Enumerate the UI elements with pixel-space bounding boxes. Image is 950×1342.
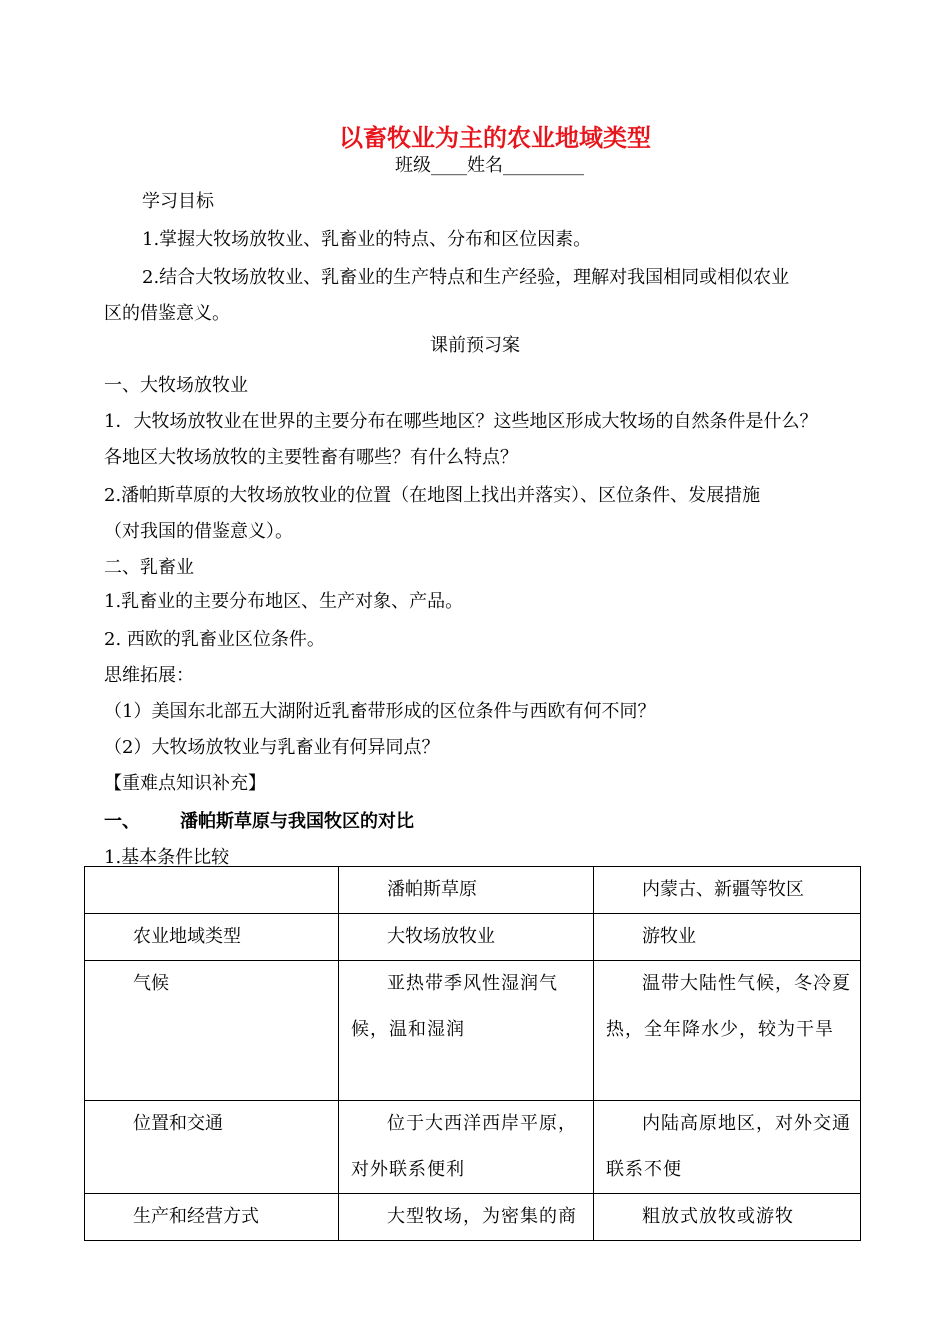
section2-question2: 2. 西欧的乳畜业区位条件。 [104,629,325,650]
comparison-number: 一、 [104,811,140,832]
comparison-subheading: 1.基本条件比较 [104,847,230,868]
table-cell: 粗放式放牧或游牧 [594,1194,861,1241]
preview-heading: 课前预习案 [430,335,520,356]
table-cell: 气候 [85,961,339,1101]
class-name-line: 班级____姓名_________ [395,155,584,176]
table-header-row [85,867,861,914]
table-cell: 大牧场放牧业 [339,914,594,961]
section1-question2-line1: 2.潘帕斯草原的大牧场放牧业的位置（在地图上找出并落实）、区位条件、发展措施 [104,485,761,506]
thinking-question1: （1）美国东北部五大湖附近乳畜带形成的区位条件与西欧有何不同？ [104,701,656,722]
table-cell: 游牧业 [594,914,861,961]
table-cell: 亚热带季风性湿润气候，温和湿润 [339,961,594,1101]
supplement-heading: 【重难点知识补充】 [104,773,266,794]
table-row [85,1194,861,1241]
section2-heading: 二、乳畜业 [104,557,194,578]
section1-question1-line1: 1．大牧场放牧业在世界的主要分布在哪些地区？这些地区形成大牧场的自然条件是什么？ [104,411,818,432]
section2-question1: 1.乳畜业的主要分布地区、生产对象、产品。 [104,591,464,612]
table-cell: 农业地域类型 [85,914,339,961]
table-header-cell: 内蒙古、新疆等牧区 [594,867,861,914]
table-row [85,914,861,961]
objective-item-2-line2: 区的借鉴意义。 [104,303,230,324]
table-row [85,1101,861,1194]
document-title: 以畜牧业为主的农业地域类型 [339,124,651,152]
table-row [85,961,861,1101]
section1-heading: 一、大牧场放牧业 [104,375,248,396]
objective-item-1: 1.掌握大牧场放牧业、乳畜业的特点、分布和区位因素。 [142,229,592,250]
table-cell: 温带大陆性气候，冬冷夏热，全年降水少，较为干旱 [594,961,861,1101]
section1-question1-line2: 各地区大牧场放牧的主要牲畜有哪些？有什么特点？ [104,447,518,468]
table-cell: 内陆高原地区，对外交通联系不便 [594,1101,861,1194]
table-cell: 大型牧场，为密集的商 [339,1194,594,1241]
table-cell: 生产和经营方式 [85,1194,339,1241]
table-cell: 位于大西洋西岸平原，对外联系便利 [339,1101,594,1194]
thinking-question2: （2）大牧场放牧业与乳畜业有何异同点？ [104,737,440,758]
comparison-heading: 潘帕斯草原与我国牧区的对比 [180,811,414,832]
table-cell: 位置和交通 [85,1101,339,1194]
comparison-table [84,866,861,1241]
section1-question2-line2: （对我国的借鉴意义）。 [104,521,293,542]
objective-item-2-line1: 2.结合大牧场放牧业、乳畜业的生产特点和生产经验，理解对我国相同或相似农业 [142,267,790,288]
thinking-heading: 思维拓展： [104,665,194,686]
table-header-cell: 潘帕斯草原 [339,867,594,914]
table-header-cell [85,867,339,914]
objectives-heading: 学习目标 [142,191,214,212]
